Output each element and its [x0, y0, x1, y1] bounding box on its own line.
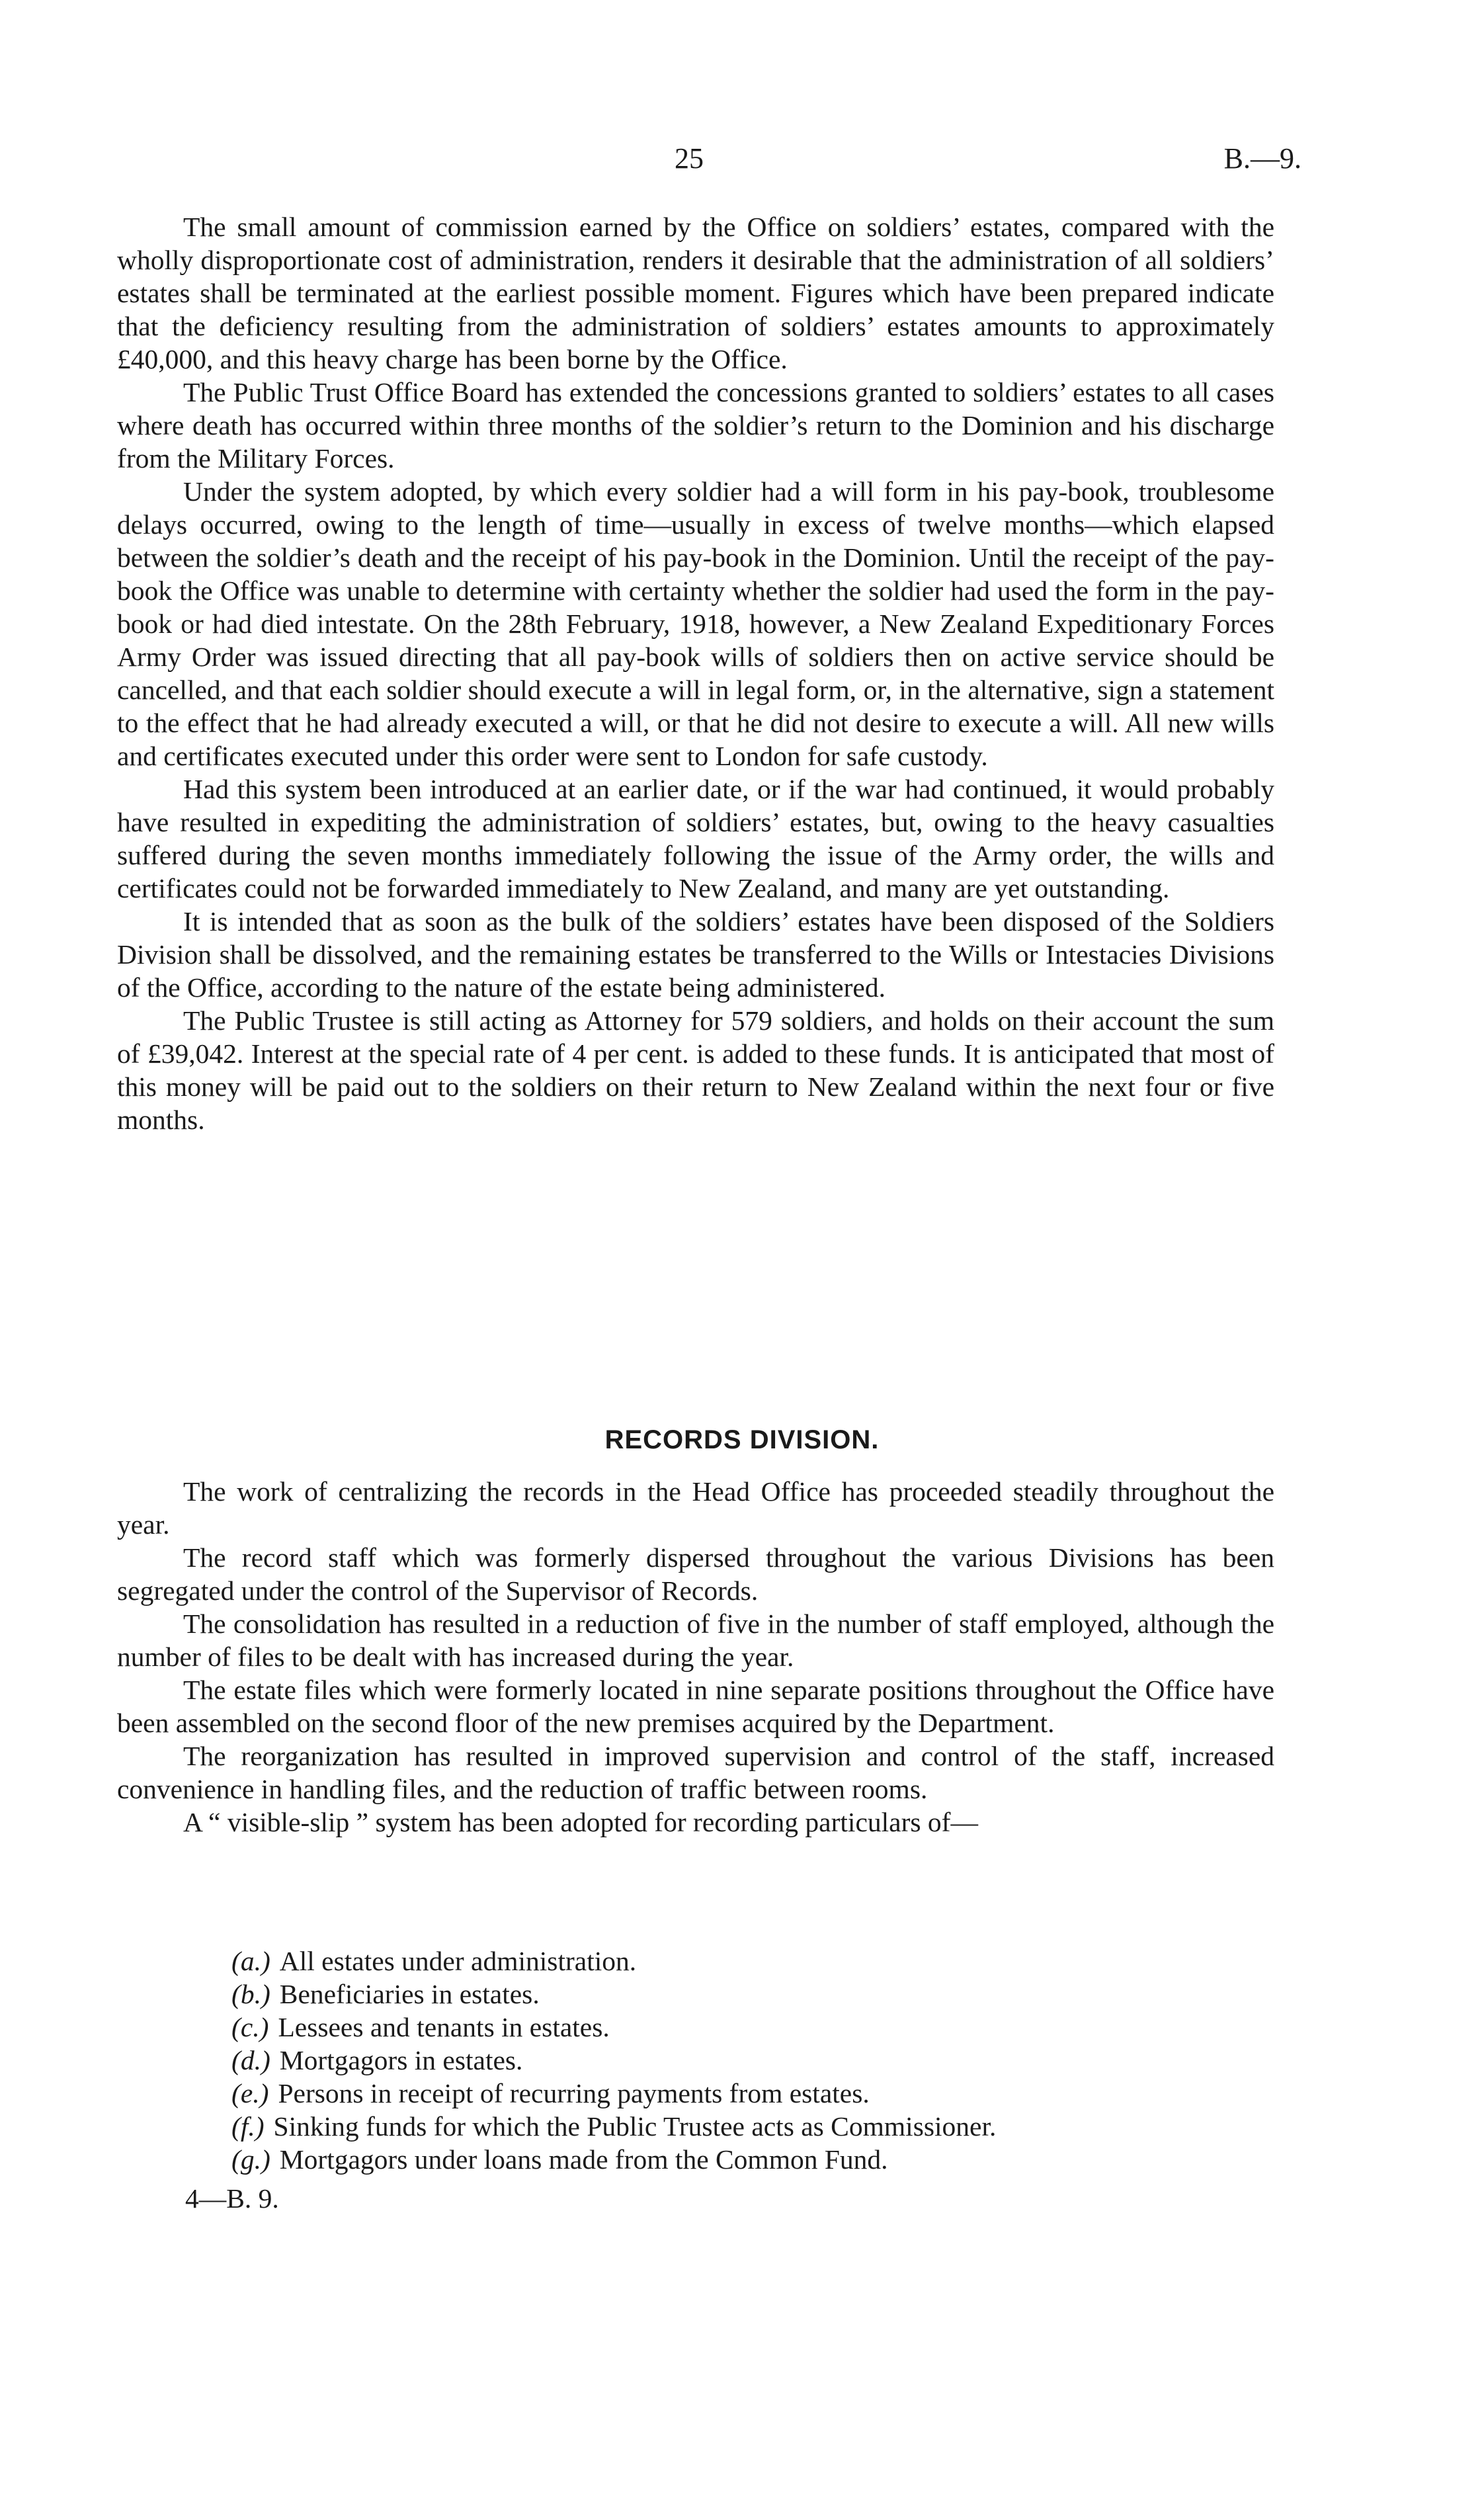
- paragraph: It is intended that as soon as the bulk of the soldiers’ estates have been disposed of the Soldiers Division shall be dissolved, and the remaining estates be transferred to the Wills or Intestacies Divisions of the Office, according to the nature of the estate being administered.: [117, 906, 1274, 1003]
- list-marker: (e.): [231, 2078, 269, 2108]
- list-item-text: Mortgagors in estates.: [279, 2045, 523, 2075]
- soldiers-section: [117, 210, 1274, 1136]
- paragraph: Under the system adopted, by which every soldier had a will form in his pay-book, troublesome delays occurred, owing to the length of time—usually in excess of twelve months—which elapsed between the soldier’s death and the receipt of his pay-book in the Dominion. Until the receipt of the pay-book the Office was unable to determine with certainty whether the soldier had used the form in the pay-book or had died intestate. On the 28th February, 1918, however, a New Zealand Expeditionary Forces Army Order was issued directing that all pay-book wills of soldiers then on active service should be cancelled, and that each soldier should execute a will in legal form, or, in the alternative, sign a statement to the effect that he had already executed a will, or that he did not desire to execute a will. All new wills and certificates executed under this order were sent to London for safe custody.: [117, 476, 1274, 771]
- paragraph: The estate files which were formerly located in nine separate positions throughout the Office have been assembled on the second floor of the new premises acquired by the Department.: [117, 1675, 1274, 1738]
- list-item: [231, 2110, 1290, 2143]
- list-item-text: Persons in receipt of recurring payments from estates.: [278, 2078, 870, 2108]
- paragraph: The consolidation has resulted in a reduction of five in the number of staff employed, although the number of files to be dealt with has increased during the year.: [117, 1608, 1274, 1672]
- paragraph: A “ visible-slip ” system has been adopted for recording particulars of—: [183, 1807, 979, 1837]
- paragraph: The small amount of commission earned by the Office on soldiers’ estates, compared with the wholly disproportionate cost of administration, renders it desirable that the administration of all soldiers’ estates shall be terminated at the earliest possible moment. Figures which have been prepared indicate that the deficiency resulting from the administration of soldiers’ estates amounts to approximately £40,000, and this heavy charge has been borne by the Office.: [117, 212, 1274, 374]
- list-item: [231, 2011, 1290, 2044]
- records-section: [117, 1475, 1274, 1839]
- list-marker: (b.): [231, 1979, 270, 2009]
- paragraph: The Public Trustee is still acting as Attorney for 579 soldiers, and holds on their account the sum of £39,042. Interest at the special rate of 4 per cent. is added to these funds. It is anticipated that most of this money will be paid out to the soldiers on their return to New Zealand within the next four or five months.: [117, 1005, 1274, 1135]
- list-item-text: Mortgagors under loans made from the Common Fund.: [279, 2144, 888, 2175]
- page-number: 25: [675, 142, 704, 175]
- list-item-text: Beneficiaries in estates.: [279, 1979, 540, 2009]
- list-marker: (d.): [231, 2045, 270, 2075]
- paragraph: The reorganization has resulted in improved supervision and control of the staff, increased convenience in handling files, and the reduction of traffic between rooms.: [117, 1741, 1274, 1804]
- list-item-text: Sinking funds for which the Public Trustee acts as Commissioner.: [273, 2111, 997, 2142]
- list-item-text: All estates under administration.: [279, 1946, 637, 1976]
- page-header: [0, 142, 1484, 181]
- section-heading: RECORDS DIVISION.: [604, 1425, 880, 1454]
- list-item: [231, 1978, 1290, 2011]
- paragraph: Had this system been introduced at an earlier date, or if the war had continued, it would probably have resulted in expediting the administration of soldiers’ estates, but, owing to the heavy casualties suffered during the seven months immediately following the issue of the Army order, the wills and certificates could not be forwarded immediately to New Zealand, and many are yet outstanding.: [117, 774, 1274, 903]
- list-item: [231, 2044, 1290, 2077]
- paragraph: The work of centralizing the records in the Head Office has proceeded steadily throughout the year.: [117, 1476, 1274, 1540]
- signature-reference: 4—B. 9.: [185, 2183, 279, 2214]
- list-marker: (a.): [231, 1946, 270, 1976]
- list-item: [231, 2143, 1290, 2176]
- paragraph: The Public Trust Office Board has extended the concessions granted to soldiers’ estates to all cases where death has occurred within three months of the soldier’s return to the Dominion and his discharge from the Military Forces.: [117, 377, 1274, 474]
- list-item: [231, 1944, 1290, 1978]
- paragraph: The record staff which was formerly dispersed throughout the various Divisions has been segregated under the control of the Supervisor of Records.: [117, 1542, 1274, 1606]
- list-marker: (c.): [231, 2012, 269, 2042]
- list-item: [231, 2077, 1290, 2110]
- document-reference: B.—9.: [1223, 142, 1301, 175]
- visible-slip-list: [231, 1944, 1290, 2176]
- list-marker: (f.): [231, 2111, 265, 2142]
- list-item-text: Lessees and tenants in estates.: [278, 2012, 610, 2042]
- list-marker: (g.): [231, 2144, 270, 2175]
